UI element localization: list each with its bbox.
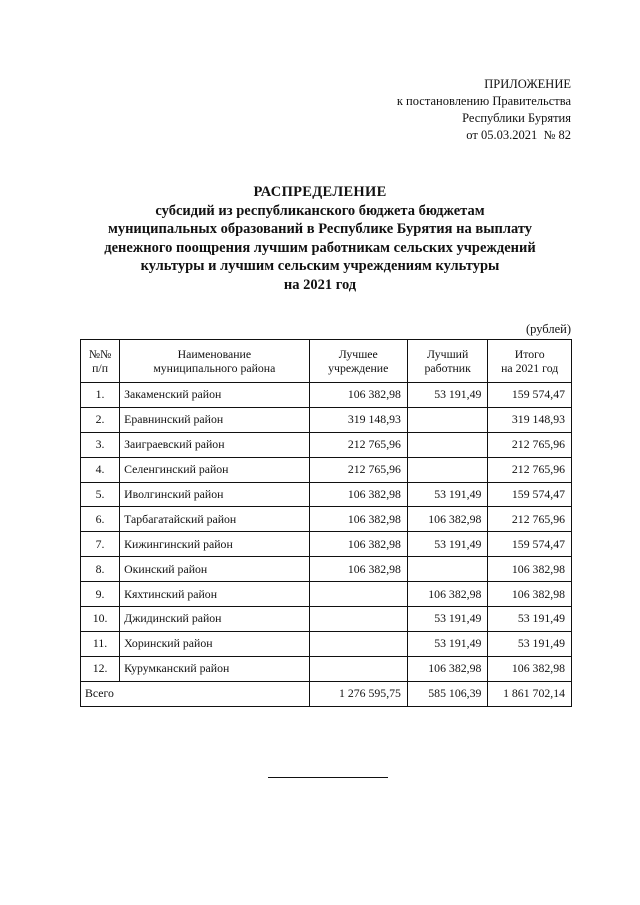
total-amount: 212 765,96 — [488, 457, 572, 482]
worker-amount — [407, 432, 487, 457]
district-name: Кижингинский район — [120, 532, 309, 557]
district-name: Хоринский район — [120, 631, 309, 656]
title-main: РАСПРЕДЕЛЕНИЕ — [253, 184, 387, 200]
header-district-name — [120, 340, 309, 383]
row-number: 4. — [81, 457, 120, 482]
institution-amount: 106 382,98 — [309, 557, 407, 582]
row-number: 8. — [81, 557, 120, 582]
table-row — [81, 482, 572, 507]
institution-amount: 212 765,96 — [309, 432, 407, 457]
total-amount: 53 191,49 — [488, 631, 572, 656]
district-name: Закаменский район — [120, 383, 309, 408]
worker-amount: 53 191,49 — [407, 532, 487, 557]
table-row — [81, 582, 572, 607]
title-line: денежного поощрения лучшим работникам сельских учреждений — [104, 239, 536, 256]
district-name: Кяхтинский район — [120, 582, 309, 607]
institution-amount — [309, 656, 407, 681]
table-row — [81, 557, 572, 582]
closing-divider — [268, 777, 388, 778]
total-amount: 319 148,93 — [488, 407, 572, 432]
appendix-block — [397, 76, 571, 144]
header-text: Лучшее — [338, 347, 378, 361]
worker-amount: 53 191,49 — [407, 482, 487, 507]
worker-amount: 106 382,98 — [407, 656, 487, 681]
header-text: муниципального района — [153, 361, 276, 375]
header-text: Лучший — [427, 347, 469, 361]
row-number: 6. — [81, 507, 120, 532]
row-number: 7. — [81, 532, 120, 557]
institution-amount — [309, 582, 407, 607]
header-best-worker — [407, 340, 487, 383]
total-amount: 106 382,98 — [488, 557, 572, 582]
table-row — [81, 532, 572, 557]
institution-amount — [309, 631, 407, 656]
district-name: Тарбагатайский район — [120, 507, 309, 532]
title-line: субсидий из республиканского бюджета бюджетам — [155, 202, 485, 219]
institution-amount: 319 148,93 — [309, 407, 407, 432]
table-row — [81, 432, 572, 457]
table-row — [81, 407, 572, 432]
table-header — [81, 340, 572, 383]
worker-amount: 106 382,98 — [407, 507, 487, 532]
worker-amount — [407, 457, 487, 482]
row-number: 11. — [81, 631, 120, 656]
header-text: Наименование — [177, 347, 252, 361]
institution-amount: 106 382,98 — [309, 532, 407, 557]
table-row — [81, 631, 572, 656]
institution-amount: 212 765,96 — [309, 457, 407, 482]
worker-amount — [407, 557, 487, 582]
total-label: Всего — [81, 681, 310, 706]
currency-unit: (рублей) — [525, 322, 571, 336]
district-name: Джидинский район — [120, 607, 309, 632]
header-text: №№ — [88, 347, 112, 361]
appendix-line: к постановлению Правительства — [396, 94, 571, 108]
district-name: Еравнинский район — [120, 407, 309, 432]
row-number: 12. — [81, 656, 120, 681]
title-line: культуры и лучшим сельским учреждениям культуры — [140, 258, 500, 274]
total-row — [81, 681, 572, 706]
table-body — [81, 383, 572, 707]
worker-amount: 106 382,98 — [407, 582, 487, 607]
header-text: работник — [424, 361, 471, 375]
title-year: на 2021 год — [283, 276, 357, 293]
table-row — [81, 457, 572, 482]
table-row — [81, 507, 572, 532]
row-number: 1. — [81, 383, 120, 408]
district-name: Селенгинский район — [120, 457, 309, 482]
district-name: Заиграевский район — [120, 432, 309, 457]
total-amount: 159 574,47 — [488, 383, 572, 408]
header-text: п/п — [92, 361, 109, 375]
row-number: 5. — [81, 482, 120, 507]
district-name: Курумканский район — [120, 656, 309, 681]
total-amount: 159 574,47 — [488, 482, 572, 507]
total-amount: 53 191,49 — [488, 607, 572, 632]
header-number — [81, 340, 120, 383]
worker-amount: 53 191,49 — [407, 607, 487, 632]
document-title — [0, 183, 640, 294]
header-text: учреждение — [328, 361, 389, 375]
appendix-line: Республики Бурятия — [462, 111, 571, 125]
header-total — [488, 340, 572, 383]
row-number: 3. — [81, 432, 120, 457]
worker-amount — [407, 407, 487, 432]
total-institution-amount: 1 276 595,75 — [309, 681, 407, 706]
total-amount: 212 765,96 — [488, 507, 572, 532]
district-name: Окинский район — [120, 557, 309, 582]
total-amount: 106 382,98 — [488, 582, 572, 607]
appendix-date-number: от 05.03.2021 № 82 — [466, 128, 571, 142]
institution-amount — [309, 607, 407, 632]
row-number: 10. — [81, 607, 120, 632]
row-number: 9. — [81, 582, 120, 607]
distribution-table — [80, 339, 572, 707]
total-amount: 159 574,47 — [488, 532, 572, 557]
appendix-heading: ПРИЛОЖЕНИЕ — [484, 77, 571, 91]
table-row — [81, 656, 572, 681]
total-amount: 212 765,96 — [488, 432, 572, 457]
header-text: на 2021 год — [501, 361, 559, 375]
total-amount: 106 382,98 — [488, 656, 572, 681]
header-text: Итого — [514, 347, 545, 361]
total-worker-amount: 585 106,39 — [407, 681, 487, 706]
header-row — [81, 340, 572, 383]
worker-amount: 53 191,49 — [407, 383, 487, 408]
row-number: 2. — [81, 407, 120, 432]
institution-amount: 106 382,98 — [309, 383, 407, 408]
institution-amount: 106 382,98 — [309, 482, 407, 507]
title-line: муниципальных образований в Республике Бурятия на выплату — [107, 221, 533, 237]
grand-total-amount: 1 861 702,14 — [488, 681, 572, 706]
header-best-institution — [309, 340, 407, 383]
district-name: Иволгинский район — [120, 482, 309, 507]
worker-amount: 53 191,49 — [407, 631, 487, 656]
institution-amount: 106 382,98 — [309, 507, 407, 532]
table-row — [81, 383, 572, 408]
table-row — [81, 607, 572, 632]
